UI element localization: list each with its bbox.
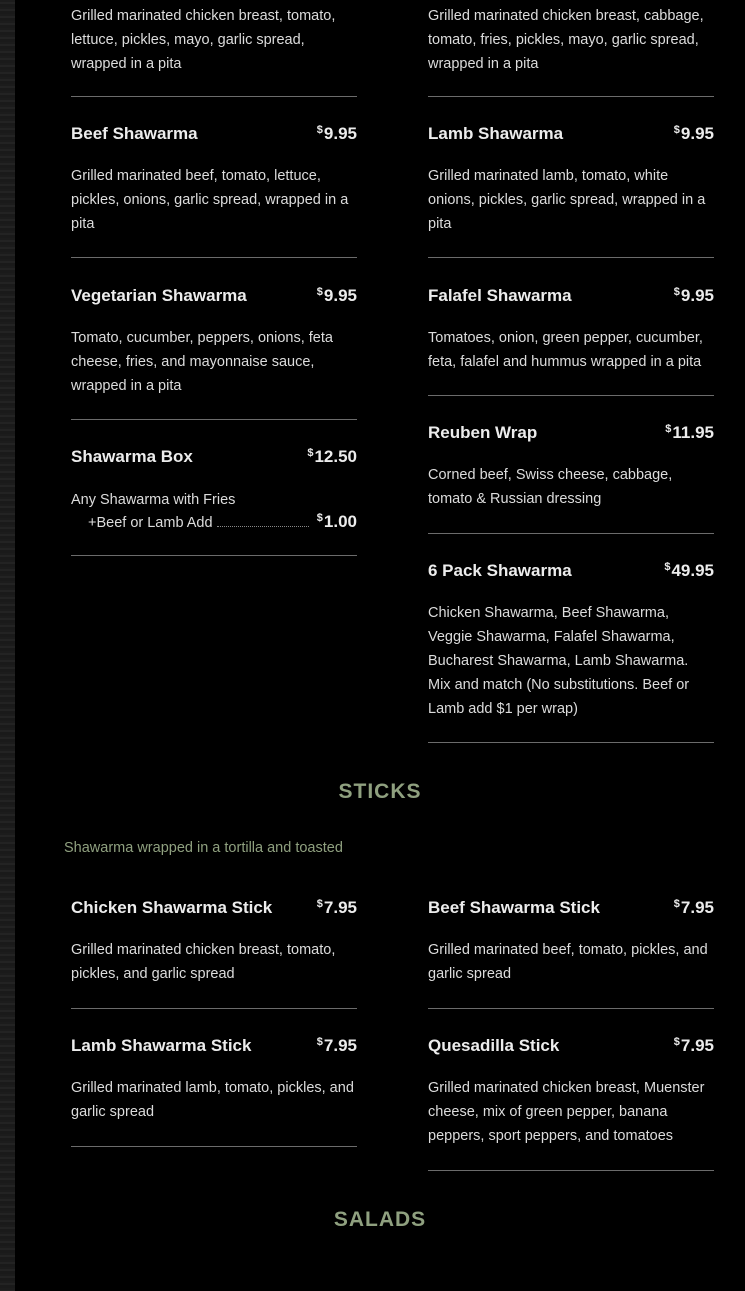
divider xyxy=(428,257,714,258)
item-name: Beef Shawarma Stick xyxy=(428,898,600,917)
item-name: Vegetarian Shawarma xyxy=(71,286,247,305)
item-name: Beef Shawarma xyxy=(71,124,198,143)
addon-line xyxy=(88,512,357,532)
menu-item-reuben-wrap xyxy=(428,423,714,511)
divider xyxy=(428,96,714,97)
dot-leader xyxy=(217,525,309,527)
menu-item-chicken-shawarma-stick xyxy=(71,898,357,986)
section-title-salads: SALADS xyxy=(333,1208,427,1231)
item-description: Grilled marinated chicken breast, tomato, pickles, and garlic spread xyxy=(71,942,336,982)
divider xyxy=(428,395,714,396)
menu-item-lamb-shawarma-stick xyxy=(71,1036,357,1124)
item-description: Grilled marinated lamb, tomato, pickles, and garlic spread xyxy=(71,1080,354,1120)
item-description: Any Shawarma with Fries xyxy=(71,492,236,508)
item-price: $9.95 xyxy=(316,286,357,305)
item-description: Tomato, cucumber, peppers, onions, feta cheese, fries, and mayonnaise sauce, wrapped in a pita xyxy=(71,330,333,394)
item-description: Chicken Shawarma, Beef Shawarma, Veggie Shawarma, Falafel Shawarma, Bucharest Shawarma, Lamb Shawarma. Mix and match (No substitutions. Beef or Lamb add $1 per wrap) xyxy=(428,605,690,717)
item-price: $7.95 xyxy=(673,898,714,917)
menu-column-left xyxy=(71,0,357,1291)
item-description: Grilled marinated chicken breast, Muenster cheese, mix of green pepper, banana peppers, sport peppers, and tomatoes xyxy=(428,1080,705,1144)
item-name: Falafel Shawarma xyxy=(428,286,572,305)
item-description: Tomatoes, onion, green pepper, cucumber, feta, falafel and hummus wrapped in a pita xyxy=(428,330,703,370)
item-price: $7.95 xyxy=(316,898,357,917)
menu-item-quesadilla-stick xyxy=(428,1036,714,1148)
menu-item-lamb-shawarma xyxy=(428,124,714,236)
divider xyxy=(428,1008,714,1009)
item-description: Grilled marinated chicken breast, tomato, lettuce, pickles, mayo, garlic spread, wrapped in a pita xyxy=(71,8,336,72)
addon-price: $1.00 xyxy=(316,512,357,531)
divider xyxy=(428,742,714,743)
item-price: $12.50 xyxy=(307,447,357,466)
menu-column-right xyxy=(428,0,714,1291)
section-title-sticks: STICKS xyxy=(338,780,422,803)
item-description: Corned beef, Swiss cheese, cabbage, tomato & Russian dressing xyxy=(428,467,673,507)
divider xyxy=(71,96,357,97)
item-name: Lamb Shawarma xyxy=(428,124,564,143)
item-description: Grilled marinated beef, tomato, lettuce, pickles, onions, garlic spread, wrapped in a pita xyxy=(71,168,349,232)
item-description: Grilled marinated beef, tomato, pickles, and garlic spread xyxy=(428,942,708,982)
menu-item-shawarma-box xyxy=(71,447,357,532)
item-price: $7.95 xyxy=(316,1036,357,1055)
item-name: 6 Pack Shawarma xyxy=(428,561,572,580)
section-subtitle-sticks: Shawarma wrapped in a tortilla and toasted xyxy=(64,840,343,856)
item-description: Grilled marinated chicken breast, cabbage, tomato, fries, pickles, mayo, garlic spread, wrapped in a pita xyxy=(428,8,704,72)
item-name: Shawarma Box xyxy=(71,447,193,466)
divider xyxy=(71,257,357,258)
menu-page xyxy=(15,0,745,1291)
menu-item-beef-shawarma xyxy=(71,124,357,236)
divider xyxy=(71,419,357,420)
divider xyxy=(71,555,357,556)
item-price: $11.95 xyxy=(665,423,714,442)
divider xyxy=(428,1170,714,1171)
divider xyxy=(428,533,714,534)
menu-item-falafel-shawarma xyxy=(428,286,714,374)
item-price: $9.95 xyxy=(316,124,357,143)
menu-item-6-pack-shawarma xyxy=(428,561,714,721)
menu-item-vegetarian-shawarma xyxy=(71,286,357,398)
item-description: Grilled marinated lamb, tomato, white onions, pickles, garlic spread, wrapped in a pita xyxy=(428,168,706,232)
addon-label: +Beef or Lamb Add xyxy=(88,515,213,531)
item-price: $9.95 xyxy=(673,124,714,143)
item-price: $9.95 xyxy=(673,286,714,305)
item-name: Lamb Shawarma Stick xyxy=(71,1036,252,1055)
left-texture-strip xyxy=(0,0,15,1291)
item-price: $49.95 xyxy=(664,561,714,580)
divider xyxy=(71,1008,357,1009)
divider xyxy=(71,1146,357,1147)
menu-item-beef-shawarma-stick xyxy=(428,898,714,986)
item-name: Chicken Shawarma Stick xyxy=(71,898,273,917)
item-name: Quesadilla Stick xyxy=(428,1036,560,1055)
item-name: Reuben Wrap xyxy=(428,423,538,442)
item-price: $7.95 xyxy=(673,1036,714,1055)
